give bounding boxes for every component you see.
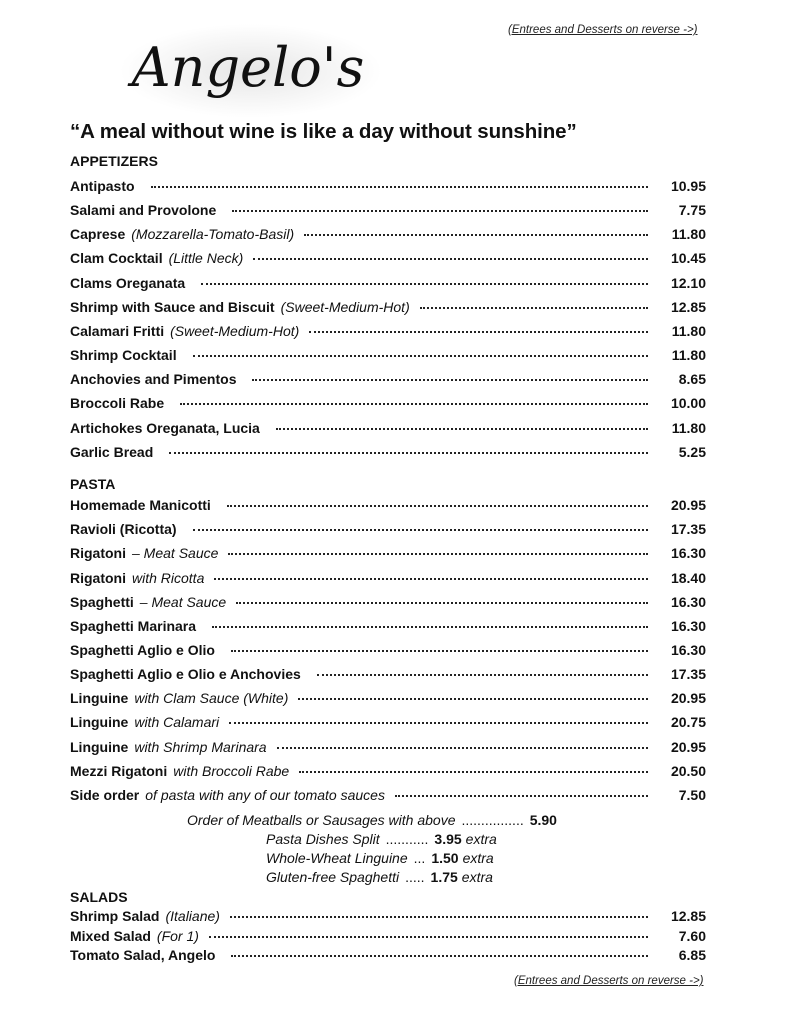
item-name: Linguine: [70, 690, 129, 706]
item-name: Shrimp Cocktail: [70, 347, 177, 363]
menu-item: [70, 497, 706, 519]
dot-leader: [232, 210, 648, 212]
dot-leader: [420, 307, 648, 309]
item-name: Antipasto: [70, 178, 135, 194]
dot-leader: [276, 428, 648, 430]
dot-leader: [212, 626, 648, 628]
item-name: Ravioli (Ricotta): [70, 521, 177, 537]
pasta-extra-note: [266, 850, 494, 866]
menu-item: [70, 570, 706, 592]
note-label: Whole-Wheat Linguine: [266, 850, 408, 866]
pasta-heading: PASTA: [70, 476, 116, 492]
item-price: 12.85: [670, 299, 706, 315]
dot-leader: [229, 722, 648, 724]
item-name: Salami and Provolone: [70, 202, 217, 218]
menu-item: [70, 618, 706, 640]
item-name: Side order: [70, 787, 140, 803]
item-price: 17.35: [670, 666, 706, 682]
item-price: 20.95: [670, 497, 706, 513]
item-name: Clam Cocktail: [70, 250, 163, 266]
note-price: 3.95: [434, 831, 462, 847]
menu-item: [70, 690, 706, 712]
menu-item: [70, 250, 706, 272]
item-description: of pasta with any of our tomato sauces: [145, 787, 385, 803]
appetizers-heading: APPETIZERS: [70, 153, 158, 169]
item-description: (Sweet-Medium-Hot): [170, 323, 300, 339]
menu-item: [70, 347, 706, 369]
dot-leader: [151, 186, 648, 188]
note-price: 1.50: [431, 850, 459, 866]
item-price: 10.45: [670, 250, 706, 266]
menu-item: [70, 947, 706, 969]
menu-item: [70, 226, 706, 248]
menu-item: [70, 395, 706, 417]
menu-item: [70, 371, 706, 393]
reverse-side-link-top: (Entrees and Desserts on reverse ->): [508, 24, 698, 36]
item-name: Artichokes Oreganata, Lucia: [70, 420, 260, 436]
item-price: 6.85: [678, 947, 706, 963]
dot-leader: [227, 505, 648, 507]
item-price: 20.95: [670, 690, 706, 706]
item-description: with Shrimp Marinara: [134, 739, 267, 755]
item-name: Linguine: [70, 714, 129, 730]
note-label: Order of Meatballs or Sausages with above: [187, 812, 456, 828]
item-price: 8.65: [678, 371, 706, 387]
dot-leader: [236, 602, 648, 604]
pasta-extra-note: [187, 812, 561, 828]
item-name: Spaghetti: [70, 594, 134, 610]
pasta-extra-note: [266, 831, 497, 847]
menu-item: [70, 763, 706, 785]
dot-leader: [230, 916, 648, 918]
dot-leader: [193, 355, 648, 357]
dot-leader: [228, 553, 648, 555]
item-description: – Meat Sauce: [132, 545, 219, 561]
wine-tagline: “A meal without wine is like a day without sunshine”: [70, 120, 577, 143]
item-description: (Little Neck): [168, 250, 244, 266]
item-price: 11.80: [671, 226, 706, 242]
note-dots: ................: [461, 812, 524, 828]
item-description: – Meat Sauce: [139, 594, 227, 610]
item-name: Garlic Bread: [70, 444, 154, 460]
item-name: Broccoli Rabe: [70, 395, 165, 411]
item-price: 12.85: [670, 908, 706, 924]
note-label: Gluten-free Spaghetti: [266, 869, 400, 885]
menu-item: [70, 178, 706, 200]
item-price: 7.50: [678, 787, 706, 803]
menu-item: [70, 714, 706, 736]
item-price: 10.00: [670, 395, 706, 411]
item-description: with Calamari: [134, 714, 220, 730]
item-name: Clams Oreganata: [70, 275, 186, 291]
item-description: with Clam Sauce (White): [134, 690, 289, 706]
item-price: 20.95: [670, 739, 706, 755]
dot-leader: [253, 258, 648, 260]
item-name: Spaghetti Marinara: [70, 618, 197, 634]
item-name: Shrimp with Sauce and Biscuit: [70, 299, 275, 315]
menu-item: [70, 420, 706, 442]
dot-leader: [298, 698, 648, 700]
pasta-extra-note: [266, 869, 493, 885]
dot-leader: [304, 234, 648, 236]
item-description: (Sweet-Medium-Hot): [280, 299, 410, 315]
menu-item: [70, 202, 706, 224]
note-label: Pasta Dishes Split: [266, 831, 380, 847]
item-price: 11.80: [671, 323, 706, 339]
dot-leader: [395, 795, 648, 797]
item-price: 16.30: [670, 545, 706, 561]
note-dots: .....: [405, 869, 425, 885]
item-price: 7.60: [678, 928, 706, 944]
item-price: 10.95: [670, 178, 706, 194]
note-suffix: extra: [462, 850, 494, 866]
item-description: (Italiane): [165, 908, 220, 924]
item-price: 20.50: [670, 763, 706, 779]
dot-leader: [193, 529, 648, 531]
dot-leader: [201, 283, 648, 285]
item-name: Rigatoni: [70, 570, 126, 586]
item-price: 17.35: [670, 521, 706, 537]
item-price: 16.30: [670, 618, 706, 634]
note-suffix: extra: [465, 831, 497, 847]
item-price: 20.75: [670, 714, 706, 730]
dot-leader: [169, 452, 648, 454]
item-name: Linguine: [70, 739, 129, 755]
menu-item: [70, 545, 706, 567]
dot-leader: [299, 771, 648, 773]
item-description: (For 1): [156, 928, 199, 944]
note-price: 5.90: [529, 812, 557, 828]
item-name: Rigatoni: [70, 545, 126, 561]
item-name: Homemade Manicotti: [70, 497, 211, 513]
item-price: 5.25: [678, 444, 706, 460]
menu-item: [70, 642, 706, 664]
reverse-side-link-bottom: (Entrees and Desserts on reverse ->): [514, 975, 704, 987]
menu-item: [70, 594, 706, 616]
menu-item: [70, 299, 706, 321]
menu-item: [70, 521, 706, 543]
item-name: Mezzi Rigatoni: [70, 763, 168, 779]
item-price: 11.80: [671, 347, 706, 363]
item-price: 16.30: [670, 642, 706, 658]
menu-item: [70, 787, 706, 809]
dot-leader: [231, 650, 648, 652]
dot-leader: [277, 747, 648, 749]
item-name: Caprese: [70, 226, 126, 242]
note-dots: ...: [413, 850, 426, 866]
angelos-logo: [120, 24, 382, 118]
dot-leader: [209, 936, 648, 938]
note-dots: ...........: [385, 831, 429, 847]
logo-text: Angelo's: [131, 36, 365, 99]
dot-leader: [214, 578, 648, 580]
note-price: 1.75: [430, 869, 458, 885]
menu-item: [70, 739, 706, 761]
dot-leader: [180, 403, 648, 405]
item-name: Shrimp Salad: [70, 908, 160, 924]
item-price: 12.10: [670, 275, 706, 291]
item-name: Anchovies and Pimentos: [70, 371, 237, 387]
item-description: with Ricotta: [132, 570, 205, 586]
dot-leader: [309, 331, 648, 333]
item-name: Calamari Fritti: [70, 323, 165, 339]
item-price: 16.30: [670, 594, 706, 610]
item-price: 7.75: [678, 202, 706, 218]
item-price: 11.80: [671, 420, 706, 436]
menu-item: [70, 275, 706, 297]
item-name: Tomato Salad, Angelo: [70, 947, 216, 963]
item-description: with Broccoli Rabe: [173, 763, 290, 779]
item-description: (Mozzarella-Tomato-Basil): [131, 226, 295, 242]
item-name: Spaghetti Aglio e Olio: [70, 642, 215, 658]
salads-heading: SALADS: [70, 889, 128, 905]
dot-leader: [231, 955, 648, 957]
item-price: 18.40: [670, 570, 706, 586]
dot-leader: [252, 379, 648, 381]
menu-item: [70, 444, 706, 466]
dot-leader: [317, 674, 648, 676]
menu-item: [70, 666, 706, 688]
note-suffix: extra: [461, 869, 493, 885]
menu-item: [70, 323, 706, 345]
item-name: Spaghetti Aglio e Olio e Anchovies: [70, 666, 301, 682]
item-name: Mixed Salad: [70, 928, 151, 944]
menu-item: [70, 908, 706, 930]
